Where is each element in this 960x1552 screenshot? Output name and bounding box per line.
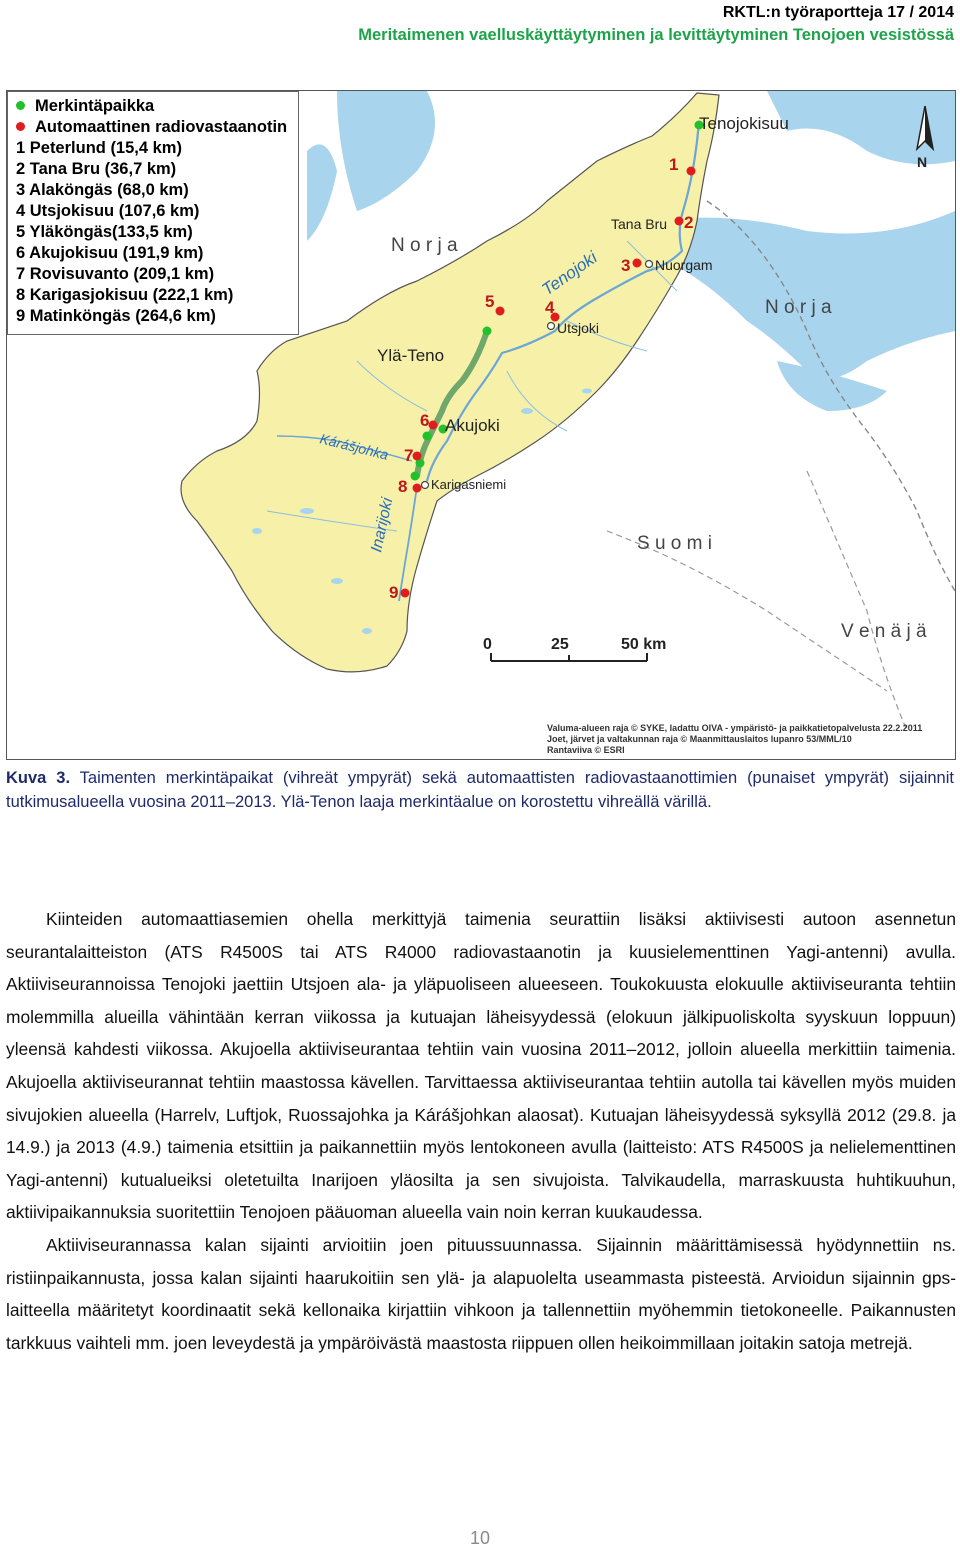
legend-station: 5 Yläköngäs(133,5 km) xyxy=(16,223,193,241)
report-series: RKTL:n työraportteja 17 / 2014 xyxy=(722,4,954,21)
tagging-site-dot xyxy=(411,472,420,481)
legend-station: 3 Alaköngäs (68,0 km) xyxy=(16,181,189,199)
running-header xyxy=(358,2,954,46)
station-number: 5 xyxy=(485,292,495,311)
scale-tick-50: 50 km xyxy=(621,636,667,653)
station-number: 9 xyxy=(389,583,399,602)
page-number: 10 xyxy=(469,1528,491,1548)
caption-label: Kuva 3. xyxy=(6,769,71,787)
station-number: 1 xyxy=(669,155,679,174)
station-number: 7 xyxy=(404,446,414,465)
small-lake xyxy=(252,528,262,534)
legend-row xyxy=(16,96,298,117)
border-line-2 xyxy=(607,531,887,691)
village-marker xyxy=(548,323,555,330)
credit-line: Valuma-alueen raja © SYKE, ladattu OIVA - ympäristö- ja paikkatietopalvelusta 22.2.2011 xyxy=(547,723,923,733)
receiver-dot xyxy=(413,452,422,461)
map-legend xyxy=(7,91,299,335)
scale-tick-0: 0 xyxy=(483,636,492,653)
legend-station: 9 Matinköngäs (264,6 km) xyxy=(16,307,216,325)
receiver-dot xyxy=(496,307,505,316)
legend-station: 4 Utsjokisuu (107,6 km) xyxy=(16,202,200,220)
country-norja-1: N o r j a xyxy=(391,235,458,256)
small-lake xyxy=(582,389,592,394)
paragraph: Aktiiviseurannassa kalan sijainti arvioitiin joen pituussuunnassa. Sijainnin määrittämisessä hyödynnettiin ns. ristiinpaikannusta, jossa kalan sijainti haarukoitiin sen ylä- ja alapuolelta useammasta pisteestä. Arvioidun sijainnin gps-laitteella määritetyt koordinaatit sekä kellonaika kirjattiin vihkoon ja tallennettiin myöhemmin tietokoneelle. Paikannusten tarkkuus vaihteli mm. joen leveydestä ja ympäröivästä maastosta riippuen ollen heikoimmillaan joitakin satoja metrejä. xyxy=(6,1234,956,1353)
figure-caption xyxy=(6,766,954,814)
scale-tick-25: 25 xyxy=(551,636,569,653)
tagging-site-dot xyxy=(423,432,432,441)
place-tana-bru: Tana Bru xyxy=(611,216,668,232)
river-label-karasjohka: Kárášjohka xyxy=(318,430,391,463)
station-number: 3 xyxy=(621,256,631,275)
north-label: N xyxy=(917,154,928,170)
legend-receiver-label: Automaattinen radiovastaanotin xyxy=(35,118,288,136)
legend-row xyxy=(16,117,298,138)
place-akujoki: Akujoki xyxy=(445,416,500,435)
small-lake xyxy=(362,628,372,634)
small-lake xyxy=(521,408,533,414)
place-karigasniemi: Karigasniemi xyxy=(431,477,507,492)
legend-station: 7 Rovisuvanto (209,1 km) xyxy=(16,265,215,283)
study-area-map xyxy=(6,90,956,760)
country-venaja: V e n ä j ä xyxy=(841,621,927,642)
receiver-dot xyxy=(675,217,684,226)
legend-station: 1 Peterlund (15,4 km) xyxy=(16,139,182,157)
credit-line: Rantaviiva © ESRI xyxy=(547,745,625,755)
station-number: 6 xyxy=(420,411,430,430)
place-nuorgam: Nuorgam xyxy=(655,257,713,273)
fjord-water xyxy=(337,91,435,211)
small-lake xyxy=(300,508,314,514)
place-tenojokisuu: Tenojokisuu xyxy=(699,114,789,133)
paragraph: Kiinteiden automaattiasemien ohella merkittyjä taimenia seurattiin lisäksi aktiivisesti autoon asennetun seurantalaitteiston (ATS R4500S tai ATS R4000 radiovastaanotin ja kuusielementtinen Yagi-antenni) avulla. Aktiiviseurannoissa Tenojoki jaettiin Utsjoen ala- ja yläpuoliseen alueeseen. Toukokuusta elokuulle aktiiviseuranta tehtiin molemmilla alueilla vähintään kerran viikossa ja kutuajan läheisyydessä (elokuun jälkipuoliskolta syyskuun loppuun) yleensä kahdesti viikossa. Akujoella aktiiviseurantaa tehtiin vain vuosina 2011–2012, jolloin alueella merkittiin taimenia. Akujoella aktiiviseurannat tehtiin maastossa kävellen. Tarvittaessa aktiiviseurantaa tehtiin autolla tai kävellen myös muiden sivujokien alueella (Harrelv, Luftjok, Ruossajohka ja Kárášjohkan alaosat). Kutuajan läheisyydessä syksyllä 2012 (29.8. ja 14.9.) ja 2013 (4.9.) taimenia etsittiin ja paikannettiin myös lentokoneen avulla (laitteisto: ATS R4500S ja nelielementtinen Yagi-antenni) kutualueiksi oletetuilta Inarijoen yläosilta ja sen sivujoista. Talvikaudella, marraskuusta huhtikuuhun, aktiivipaikannuksia suoritettiin Tenojoen pääuoman alueella vain noin kerran kuukaudessa. xyxy=(6,909,956,1223)
tagging-site-dot xyxy=(483,327,492,336)
country-norja-2: N o r j a xyxy=(765,297,832,318)
place-yla-teno: Ylä-Teno xyxy=(377,346,445,365)
scale-bar xyxy=(483,636,666,661)
village-marker xyxy=(646,261,653,268)
river-label-inarijoki: Inarijoki xyxy=(368,496,397,554)
green-dot-icon xyxy=(16,101,25,110)
report-subtitle: Meritaimenen vaelluskäyttäytyminen ja levittäytyminen Tenojoen vesistössä xyxy=(358,26,954,44)
body-text xyxy=(6,903,956,1359)
receiver-dot xyxy=(633,259,642,268)
legend-station: 2 Tana Bru (36,7 km) xyxy=(16,160,177,178)
red-dot-icon xyxy=(16,122,25,131)
credit-line: Joet, järvet ja valtakunnan raja © Maanmittauslaitos lupanro 53/MML/10 xyxy=(547,734,852,744)
lake-left xyxy=(307,144,337,241)
caption-text: Taimenten merkintäpaikat (vihreät ympyrät) sekä automaattisten radiovastaanottimien (punaiset ympyrät) sijainnit tutkimusalueella vuosina 2011–2013. Ylä-Tenon laaja merkintäalue on korostettu vihreällä värillä. xyxy=(6,769,954,811)
station-number: 4 xyxy=(545,298,555,317)
station-number: 8 xyxy=(398,477,408,496)
country-suomi: S u o m i xyxy=(637,533,712,554)
legend-tagging-label: Merkintäpaikka xyxy=(35,97,155,115)
receiver-dot xyxy=(687,167,696,176)
legend-station: 8 Karigasjokisuu (222,1 km) xyxy=(16,286,234,304)
fjord-right xyxy=(657,211,955,379)
village-marker xyxy=(422,482,429,489)
place-utsjoki: Utsjoki xyxy=(557,320,600,336)
station-number: 2 xyxy=(684,213,694,232)
border-line-3 xyxy=(807,471,907,731)
river-label-tenojoki: Tenojoki xyxy=(538,247,601,300)
legend-station: 6 Akujokisuu (191,9 km) xyxy=(16,244,204,262)
receiver-dot xyxy=(429,421,438,430)
receiver-dot xyxy=(401,589,410,598)
receiver-dot xyxy=(413,484,422,493)
small-lake xyxy=(331,578,343,584)
